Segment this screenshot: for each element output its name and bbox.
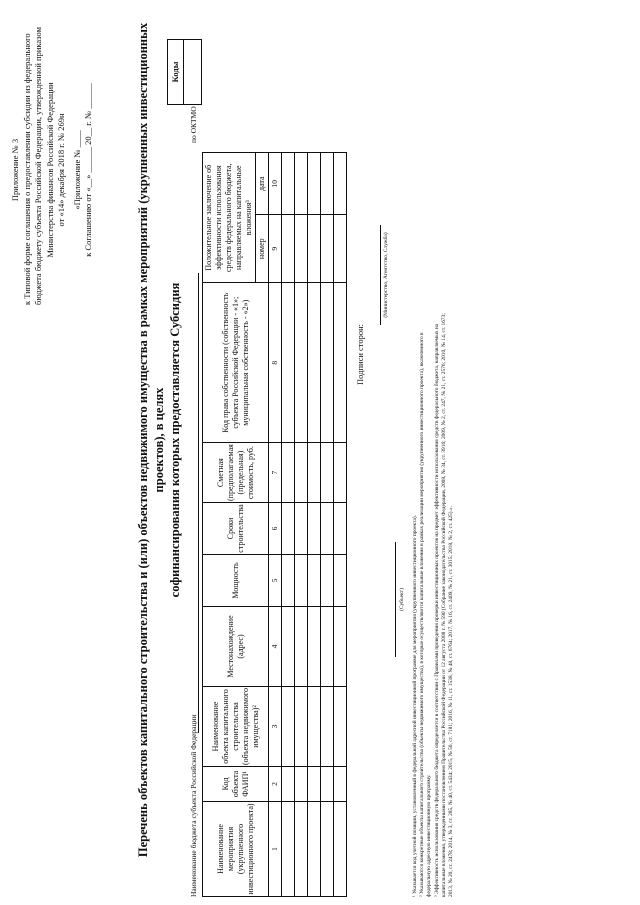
table-cell [321, 687, 334, 767]
page-title [135, 15, 183, 865]
column-number: 9 [269, 215, 282, 283]
table-cell [334, 215, 347, 283]
table-cell [282, 503, 295, 555]
annex-reference: Министерства финансов Российской Федерации [44, 82, 55, 258]
table-cell [334, 767, 347, 802]
table-cell [282, 802, 295, 897]
table-cell [334, 802, 347, 897]
column-number: 10 [269, 153, 282, 215]
table-cell [295, 767, 308, 802]
table-cell [334, 503, 347, 555]
table-cell [321, 215, 334, 283]
table-cell [295, 503, 308, 555]
subject-signature-line [395, 542, 396, 657]
header-cell: Сроки строительства [203, 503, 269, 555]
table-cell [334, 555, 347, 607]
table-row [334, 153, 347, 897]
table-cell [321, 153, 334, 215]
table-cell [308, 153, 321, 215]
annex-reference: бюджета бюджету субъекта Российской Федерации, утвержденной приказом [33, 27, 43, 305]
header-cell: Код права собственности (собственность субъекта Российской Федерации - «1»; муниципальная собственность - «2») [203, 283, 269, 443]
column-number: 7 [269, 443, 282, 503]
table-cell [282, 607, 295, 687]
annex-reference: к Типовой форме соглашения о предоставлении субсидии из федерального [21, 33, 32, 305]
table-cell [295, 607, 308, 687]
header-cell: номер [256, 215, 269, 283]
table-cell [308, 607, 321, 687]
table-cell [334, 687, 347, 767]
column-number: 5 [269, 555, 282, 607]
header-cell: Сметная (предполагаемая (предельная) стоимость, руб. [203, 443, 269, 503]
header-cell: дата [256, 153, 269, 215]
table-cell [282, 555, 295, 607]
column-number-row [269, 153, 282, 897]
table-cell [295, 802, 308, 897]
agreement-annex-number: «Приложение № ____ [71, 130, 82, 210]
footnote: федеральную адресную инвестиционную программу. [426, 774, 433, 897]
table-cell [295, 215, 308, 283]
table-cell [308, 215, 321, 283]
footnote: ² Указываются конкретные объекты капитального строительства (объекты недвижимого имущества), в которые осуществляются капитальные вложения в рамках реализации мероприятия (укрупненного инвестиционного проекта), включенного в [419, 332, 426, 897]
header-cell: Наименование объекта капитального строительства (объекта недвижимого имущества)² [203, 687, 269, 767]
objects-table [202, 152, 347, 897]
footnote: капитальные вложения, утвержденными постановлением Правительства Российской Федерации от 12 августа 2008 г. № 590 (Собрание законодательства Российской Федерации, 2008, № 34, ст. 3916; 2009, № 2, ст. 247, № 21, ст. 2576; 2010, № 14, ст. 1673; [440, 313, 447, 897]
table-cell [321, 283, 334, 443]
table-cell [308, 555, 321, 607]
ministry-signature-caption: (Министерство, Агентство, Служба) [383, 232, 389, 318]
oktmo-label: по ОКТМО [189, 106, 198, 143]
column-number: 1 [269, 802, 282, 897]
table-header-row [203, 153, 256, 897]
table-cell [295, 555, 308, 607]
table-cell [308, 443, 321, 503]
column-number: 6 [269, 503, 282, 555]
column-number: 8 [269, 283, 282, 443]
budget-name-label: Наименование бюджета субъекта Российской Федерации [189, 714, 198, 897]
table-cell [321, 607, 334, 687]
table-cell [295, 283, 308, 443]
budget-name-fill-line [198, 273, 199, 733]
annex-number: Приложение № 3 [10, 138, 20, 202]
table-row [295, 153, 308, 897]
table-cell [308, 802, 321, 897]
title-line: софинансирования которых предоставляется Субсидия [168, 282, 182, 598]
table-cell [321, 443, 334, 503]
table-cell [282, 767, 295, 802]
subject-signature-caption: (Субъект) [399, 588, 405, 611]
table-cell [321, 555, 334, 607]
table-row [321, 153, 334, 897]
header-cell: Наименование мероприятия (укрупненного инвестиционного проекта) [203, 802, 269, 897]
annex-header [10, 27, 95, 305]
table-cell [308, 767, 321, 802]
header-cell: Мощность [203, 555, 269, 607]
footnotes [412, 37, 455, 897]
header-cell: Местонахождение (адрес) [203, 607, 269, 687]
table-cell [282, 153, 295, 215]
title-line: Перечень объектов капитального строительства и (или) объектов недвижимого имущества в рамках мероприятий (укрупненных инвестиционных проектов), в целях [136, 22, 166, 858]
table-cell [282, 215, 295, 283]
annex-order-date: от «14» декабря 2018 г. № 269н [56, 113, 66, 227]
table-cell [321, 767, 334, 802]
table-cell [308, 687, 321, 767]
table-cell [334, 607, 347, 687]
table-cell [334, 443, 347, 503]
column-number: 3 [269, 687, 282, 767]
column-number: 2 [269, 767, 282, 802]
oktmo-code-cell [184, 40, 201, 104]
footnote: ¹ Указывается код учетной позиции, установленный в федеральной адресной инвестиционной программе для мероприятия (укрупненного инвестиционного проекта). [412, 514, 418, 897]
codes-header: Коды [168, 40, 184, 104]
header-cell: Положительное заключение об эффективности использования средств федерального бюджета, направляемых на капитальные вложения³ [203, 153, 256, 283]
table-cell [295, 443, 308, 503]
column-number: 4 [269, 607, 282, 687]
table-row [308, 153, 321, 897]
agreement-date-line: к Соглашению от «__» ______ 20__ г. № ______ [83, 83, 93, 257]
table-cell [282, 687, 295, 767]
codes-box [167, 39, 202, 105]
footnote: 2013, № 20, ст. 2478; 2014, № 3, ст. 285, № 40, ст. 5434; 2015, № 50, ст. 7181; 2016, № 11, ст. 1538, № 48, ст. 6764; 2017, № 16, ст. 2409, № 21, ст. 3015; 2018, № 2, ст. 425).». [448, 506, 455, 897]
table-cell [295, 687, 308, 767]
table-cell [282, 443, 295, 503]
table-cell [308, 503, 321, 555]
table-cell [334, 153, 347, 215]
table-cell [321, 503, 334, 555]
table-cell [282, 283, 295, 443]
footnote: ³ Эффективность использования средств федерального бюджета определяется в соответствии с Правилами проведения проверки инвестиционных проектов на предмет эффективности использования средств федерального бюджета, направляемых на [433, 323, 440, 897]
header-cell: Код объекта ФАИП¹ [203, 767, 269, 802]
signatures-title: Подписи сторон: [355, 323, 365, 385]
table-cell [295, 153, 308, 215]
ministry-signature-line [380, 225, 381, 325]
table-cell [334, 283, 347, 443]
table-cell [321, 802, 334, 897]
table-cell [308, 283, 321, 443]
table-row [282, 153, 295, 897]
